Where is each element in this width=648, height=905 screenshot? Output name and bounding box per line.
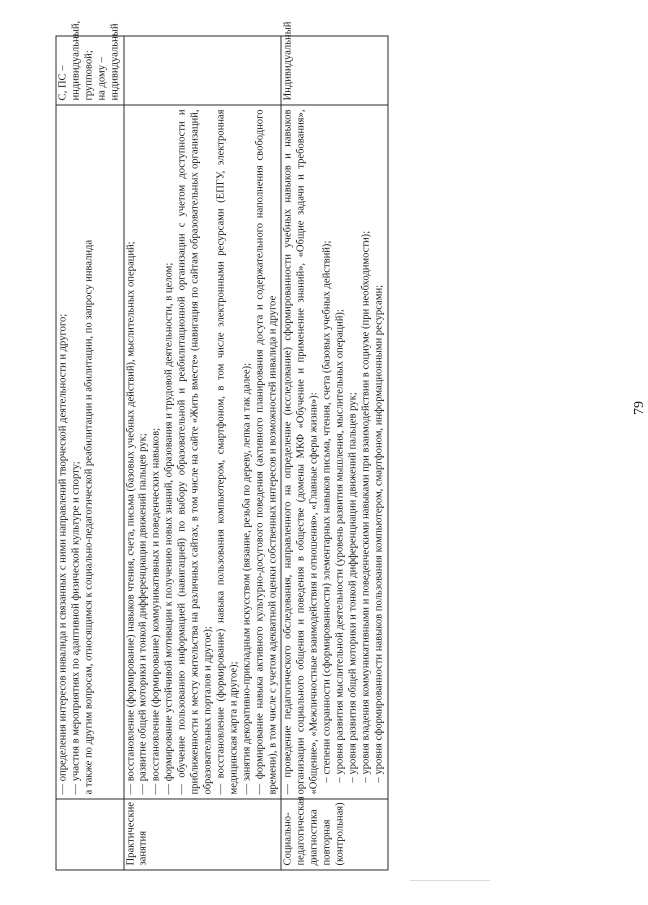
activity-type-cell	[56, 799, 124, 870]
activity-type-cell: Социально-педагогическая диагностика повторная (контрольная)	[281, 799, 387, 870]
table-row	[281, 36, 387, 870]
content-sub-item: – степени сохранности (сформированности) элементарных навыков письма, чтения, счета (базовых учебных действий);	[321, 240, 333, 782]
content-cell	[56, 105, 124, 799]
content-item: — определения интересов инвалида и связанных с ними направлений творческой деятельности и другого;	[57, 313, 68, 794]
content-item: а также по другим вопросам, относящимся к социально-педагогической реабилитации и абилитации, по запросу инвалида	[82, 239, 94, 794]
table-row	[123, 36, 281, 870]
content-item: — участия в мероприятиях по адаптивной физической культуре и спорту;	[69, 460, 81, 794]
content-item: — формирование навыка активного культурно-досугового поведения (активного планирования досуга и содержательного наполнения свободного времени), в том числе с учетом адекватной оценки собственных интересов и возможностей инвалида и другое	[253, 109, 278, 794]
table-row	[56, 36, 124, 870]
rotated-table-region	[55, 20, 395, 870]
content-sub-item: – уровня развития мыслительной деятельности (уровень развития мышления, мыслительных операций);	[334, 308, 346, 782]
content-cell	[281, 105, 387, 799]
form-cell	[123, 36, 281, 105]
page-number: 79	[632, 401, 647, 415]
activity-type-cell: Практические занятия	[123, 799, 281, 870]
content-item: — обучение пользованию информацией (навигацией) по выбору образовательной и реабилитационной организации с учетом доступности и приближенности к месту жительства на различных сайтах, в том числе на сайте «Жить вместе» (навигация по сайтам образовательных организаций, образовательных порталов и другое);	[176, 109, 213, 794]
content-item: — формирование устойчивой мотивации к получению новых знаний, образования и трудовой деятельности, в целом;	[163, 262, 175, 794]
content-item: — восстановление (формирование) навыков чтения, счета, письма (базовых учебных действий), мыслительных операций;	[124, 240, 136, 794]
rehabilitation-table	[55, 20, 388, 870]
content-cell	[123, 105, 281, 799]
content-item: — развитие общей моторики и тонкой дифференциации движений пальцев рук;	[137, 432, 149, 794]
content-sub-item: – уровня владения коммуникативными и поведенческими навыками при взаимодействии в социуме (при необходимости);	[359, 230, 371, 782]
form-cell: С, ПС – индивидуальный, групповой; на дому – индивидуальный	[56, 36, 124, 105]
footer-mark	[410, 880, 490, 903]
content-item: — восстановление (формирование) навыка пользования компьютером, смартфоном, в том числе электронными ресурсами (ЕПГУ, электронная медицинская карта и другое);	[214, 109, 239, 794]
content-sub-item: – уровня развития общей моторики и тонкой дифференциации движений пальцев рук;	[346, 391, 358, 782]
content-item: — занятия декоративно-прикладным искусством (вязание, резьба по дереву, лепка и так далее);	[240, 362, 252, 794]
content-sub-item: – уровня сформированности навыков пользования компьютером, смартфоном, информационными ресурсами;	[372, 284, 384, 782]
form-cell: Индивидуальный	[281, 36, 387, 105]
content-item: — восстановление (формирование) коммуникативных и поведенческих навыков;	[150, 427, 162, 794]
content-item: — проведение педагогического обследования, направленного на определение (исследование) сформированности учебных навыков и навыков организации социального общения и поведения в обществе (домены МКФ «Обучение и применение знаний», «Общие задачи и требования», «Общение», «Межличностные взаимодействия и отношения», «Главные сферы жизни»):	[282, 109, 320, 794]
